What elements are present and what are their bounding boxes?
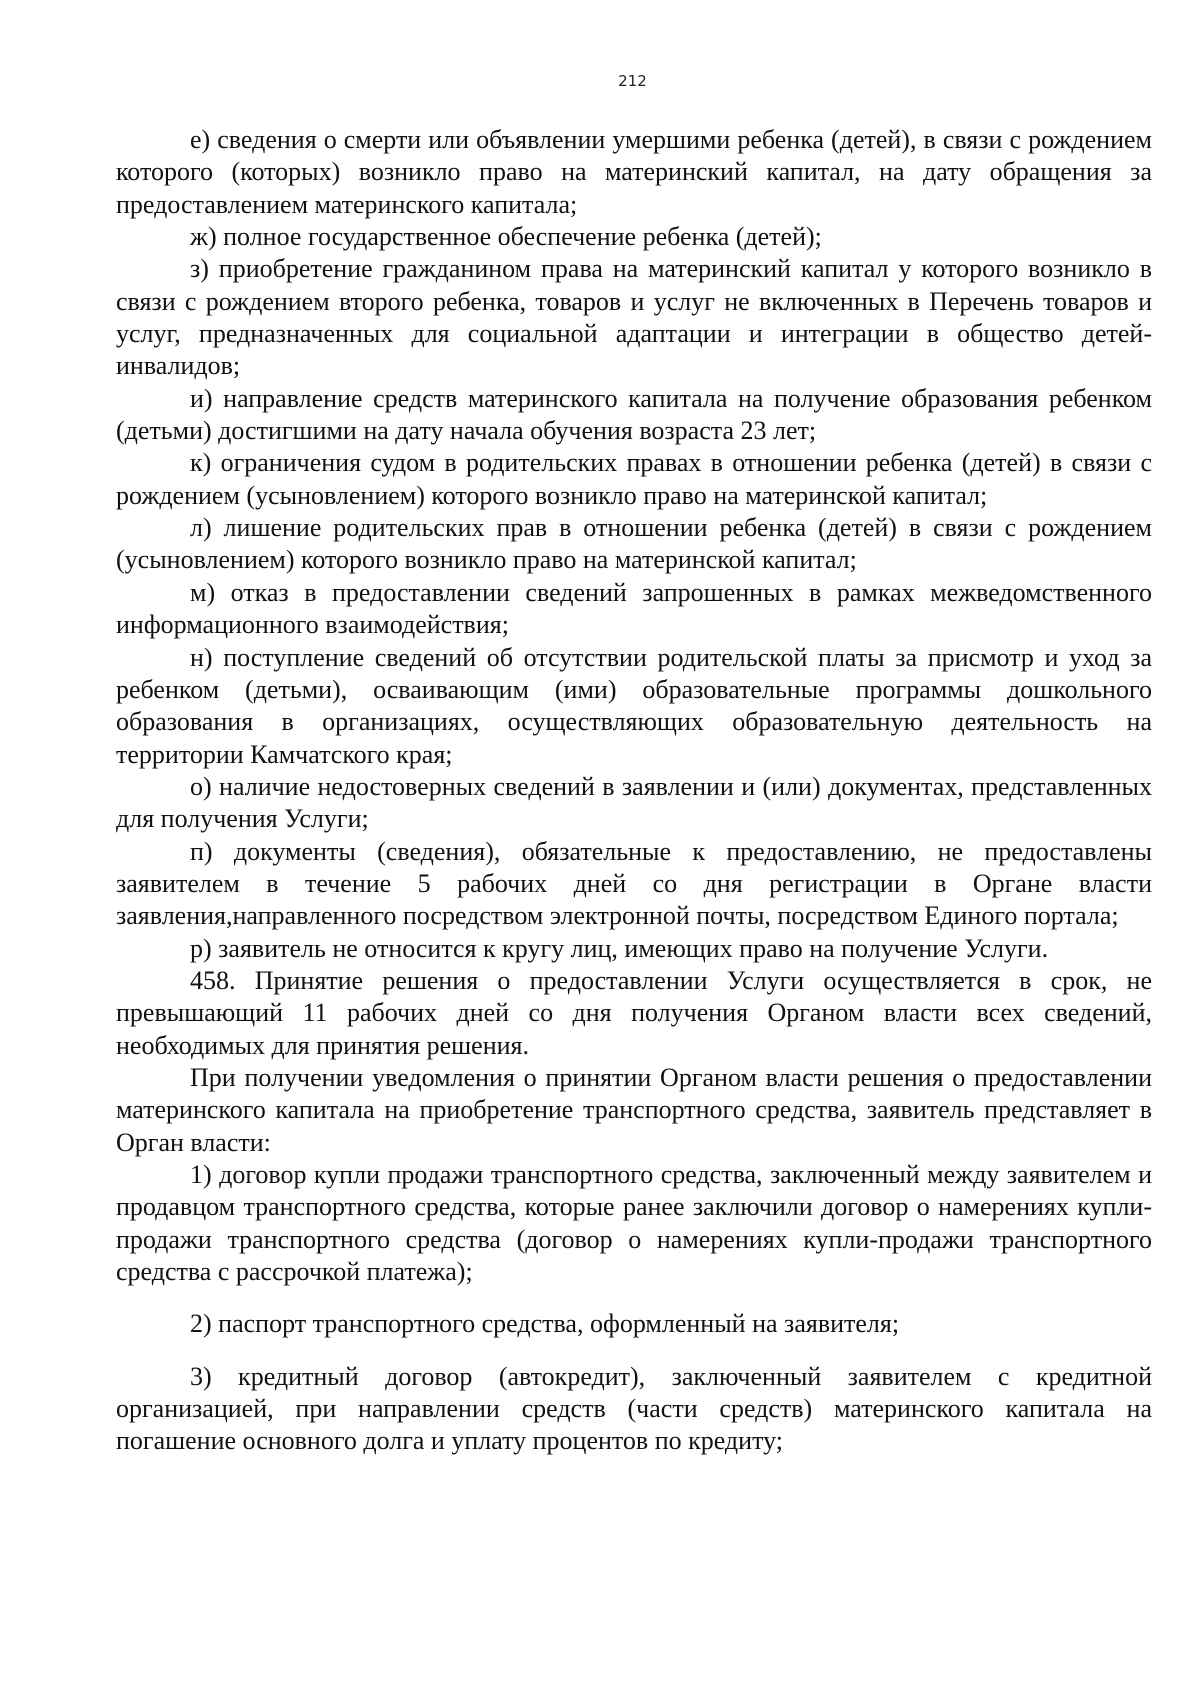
paragraph-item-m: м) отказ в предоставлении сведений запрошенных в рамках межведомственного информационного взаимодействия;	[116, 577, 1152, 640]
paragraph-list-item-2: 2) паспорт транспортного средства, оформленный на заявителя;	[190, 1309, 900, 1339]
paragraph-item-e: е) сведения о смерти или объявлении умершими ребенка (детей), в связи с рождением которого (которых) возникло право на материнский капитал, на дату обращения за предоставлением материнского капитала;	[116, 125, 1152, 219]
paragraph-item-o: о) наличие недостоверных сведений в заявлении и (или) документах, представленных для получения Услуги;	[116, 771, 1152, 834]
paragraph-item-r: р) заявитель не относится к кругу лиц, имеющих право на получение Услуги.	[190, 933, 1049, 963]
document-body	[116, 124, 1152, 1458]
paragraph-notification: При получении уведомления о принятии Органом власти решения о предоставлении материнского капитала на приобретение транспортного средства, заявитель представляет в Орган власти:	[116, 1062, 1152, 1157]
paragraph-item-i: и) направление средств материнского капитала на получение образования ребенком (детьми) достигшими на дату начала обучения возраста 23 лет;	[116, 383, 1152, 446]
paragraph-clause-458: 458. Принятие решения о предоставлении Услуги осуществляется в срок, не превышающий 11 рабочих дней со дня получения Органом власти всех сведений, необходимых для принятия решения.	[116, 965, 1152, 1060]
paragraph-item-z: з) приобретение гражданином права на материнский капитал у которого возникло в связи с рождением второго ребенка, товаров и услуг не включенных в Перечень товаров и услуг, предназначенных для социальной адаптации и интеграции в общество детей-инвалидов;	[116, 254, 1152, 381]
paragraph-item-l: л) лишение родительских прав в отношении ребенка (детей) в связи с рождением (усыновлением) которого возникло право на материнской капитал;	[116, 513, 1152, 575]
page-number: 212	[618, 72, 647, 90]
paragraph-list-item-3: 3) кредитный договор (автокредит), заключенный заявителем с кредитной организацией, при направлении средств (части средств) материнского капитала на погашение основного долга и уплату процентов по кредиту;	[116, 1361, 1152, 1456]
paragraph-item-p: п) документы (сведения), обязательные к предоставлению, не предоставлены заявителем в течение 5 рабочих дней со дня регистрации в Органе власти заявления,направленного посредством электронной почты, посредством Единого портала;	[116, 836, 1152, 931]
paragraph-item-k: к) ограничения судом в родительских правах в отношении ребенка (детей) в связи с рождением (усыновлением) которого возникло право на материнской капитал;	[116, 448, 1152, 510]
paragraph-item-zh: ж) полное государственное обеспечение ребенка (детей);	[190, 222, 822, 252]
paragraph-list-item-1: 1) договор купли продажи транспортного средства, заключенный между заявителем и продавцом транспортного средства, которые ранее заключили договор о намерениях купли-продажи транспортного средства (договор о намерениях купли-продажи транспортного средства с рассрочкой платежа);	[116, 1160, 1152, 1287]
paragraph-item-n: н) поступление сведений об отсутствии родительской платы за присмотр и уход за ребенком (детьми), осваивающим (ими) образовательные программы дошкольного образования в организациях, осуществляющих образовательную деятельность на территории Камчатского края;	[116, 642, 1152, 769]
